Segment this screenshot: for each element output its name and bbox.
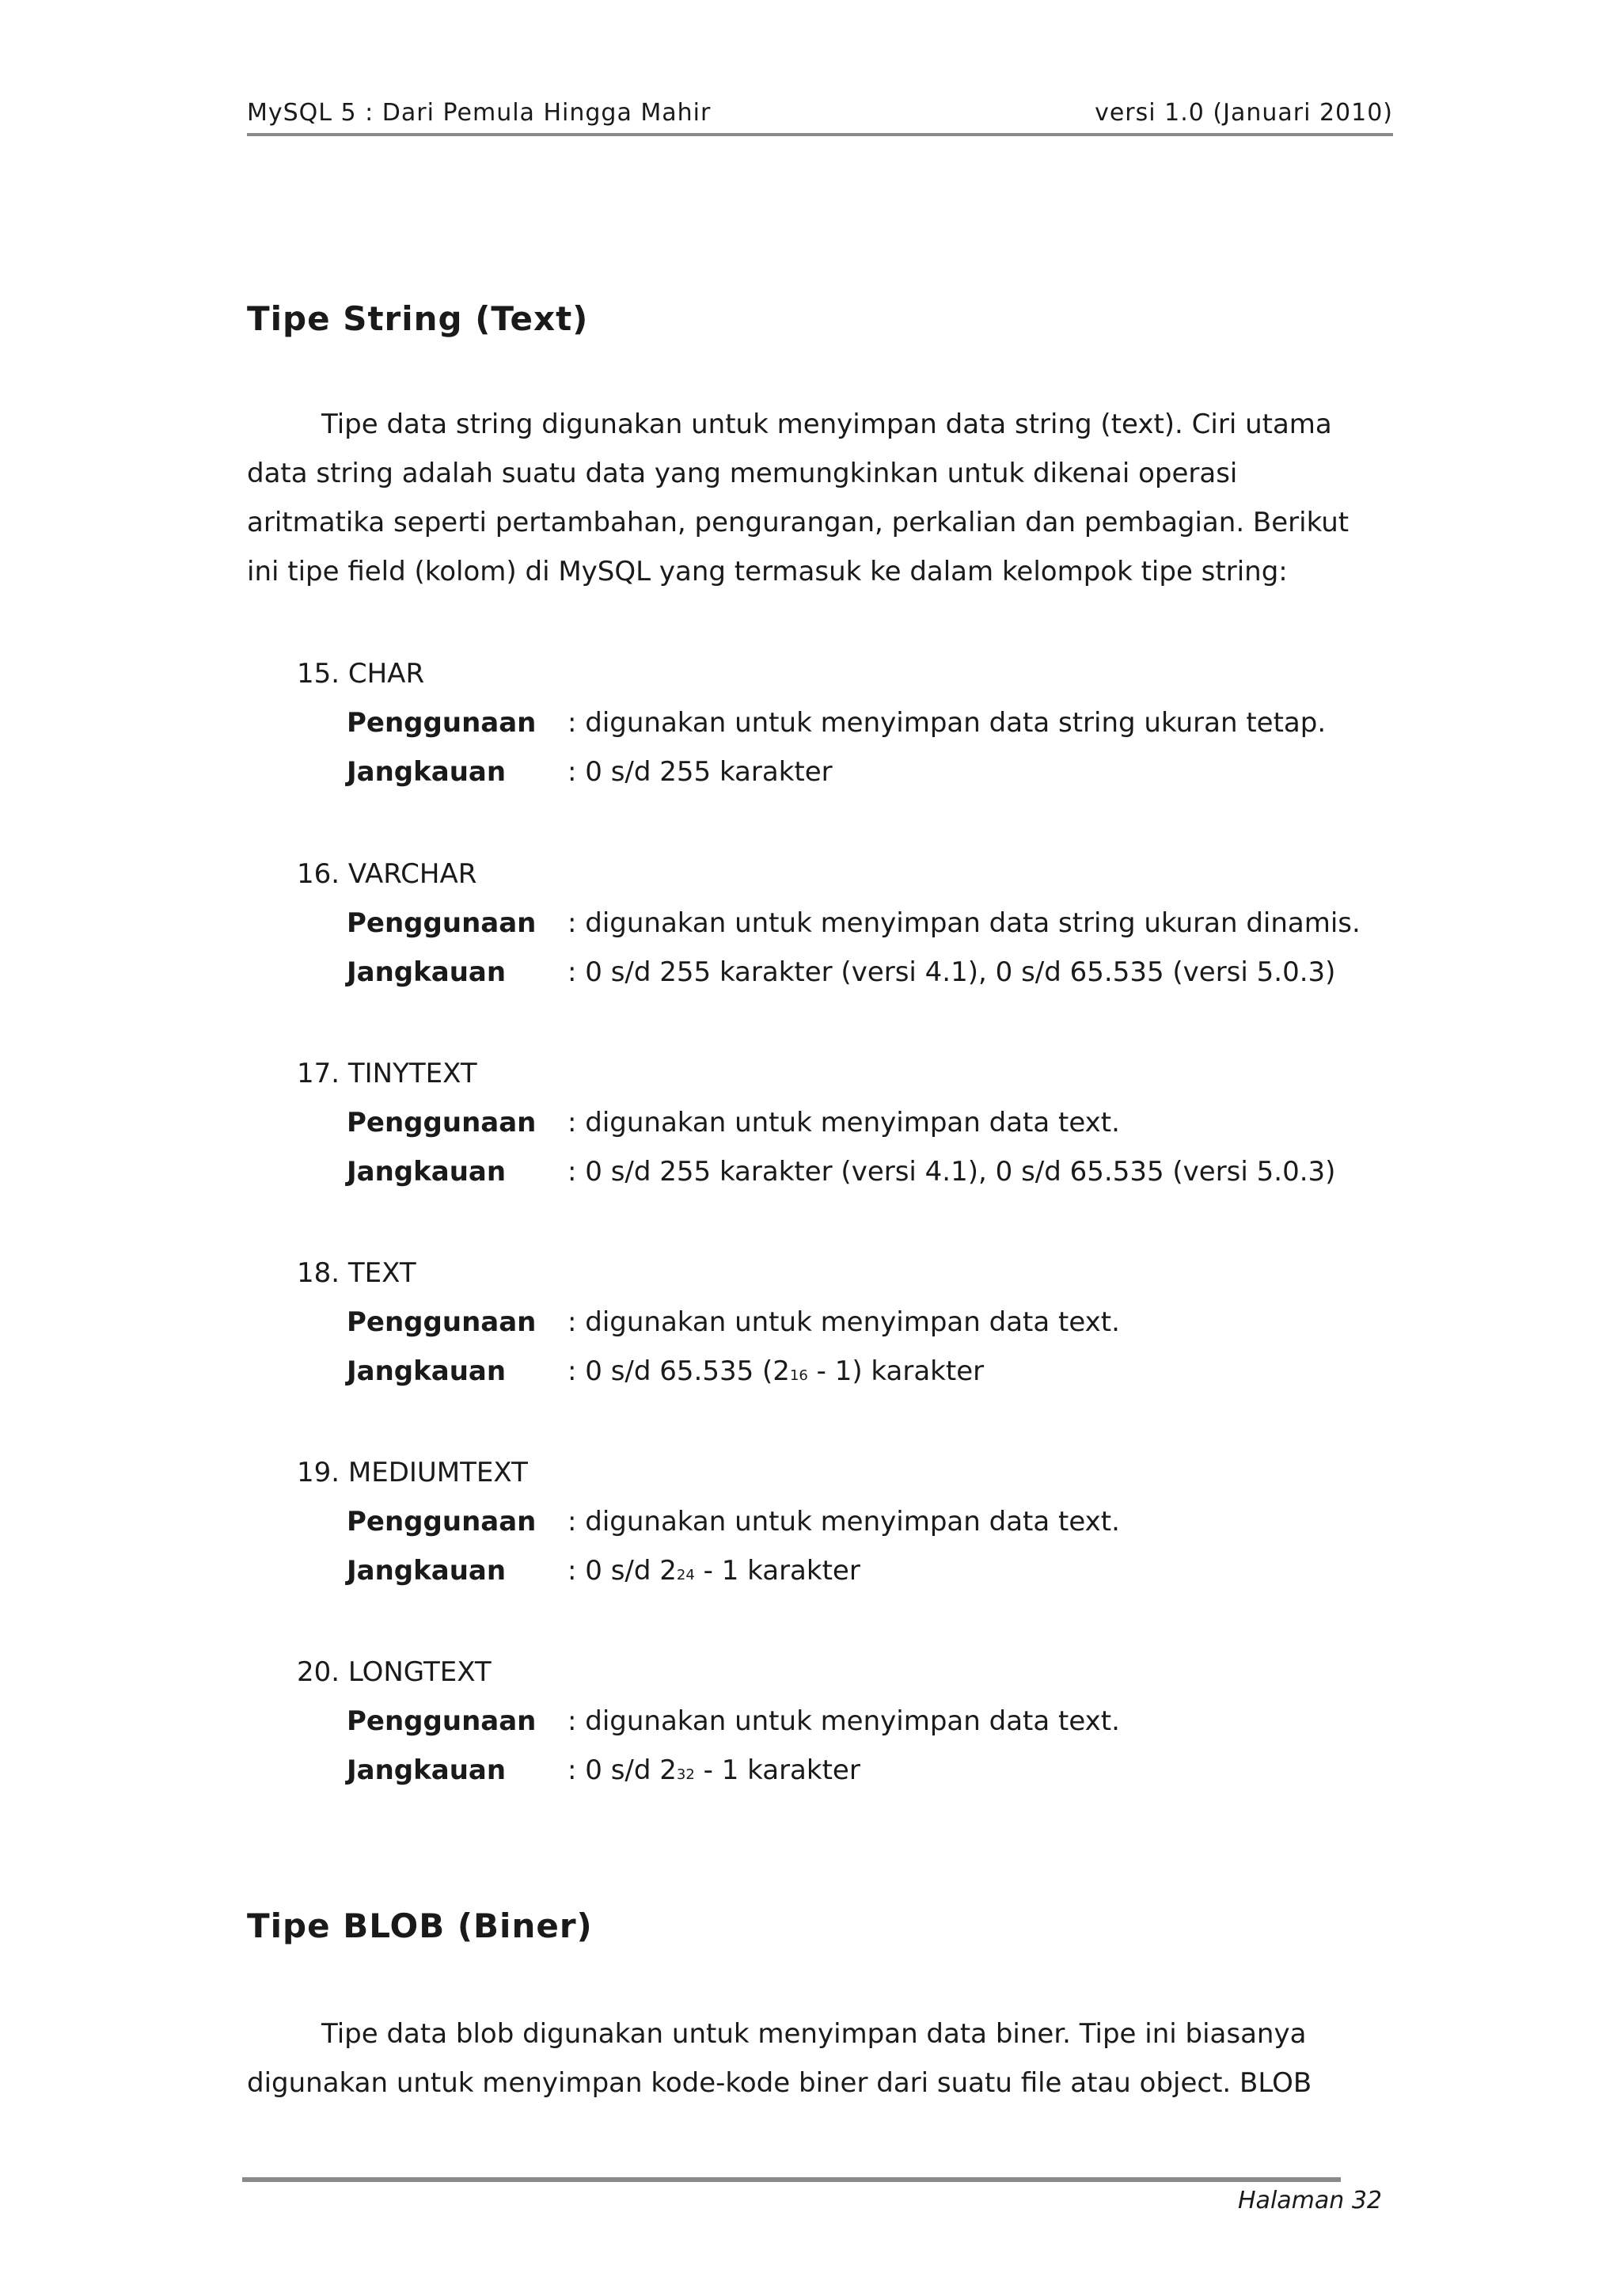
usage-value: : digunakan untuk menyimpan data string ukuran tetap.	[568, 707, 1327, 739]
item-title: 20. LONGTEXT	[297, 1656, 492, 1688]
range-value-start: : 0 s/d 255 karakter (versi 4.1), 0 s/d 65.535 (versi 5.0.3)	[568, 956, 1336, 988]
range-value-start: : 0 s/d 255 karakter (versi 4.1), 0 s/d 65.535 (versi 5.0.3)	[568, 1156, 1336, 1188]
usage-value: : digunakan untuk menyimpan data text.	[568, 1506, 1120, 1538]
range-value-start: : 0 s/d 2	[568, 1754, 677, 1786]
range-exponent: 24	[676, 1567, 695, 1583]
usage-row	[297, 1098, 1444, 1147]
header-version: versi 1.0 (Januari 2010)	[1095, 99, 1393, 127]
usage-row	[297, 1298, 1444, 1347]
usage-row	[297, 698, 1444, 747]
range-row	[297, 1147, 1444, 1196]
header-book-title: MySQL 5 : Dari Pemula Hingga Mahir	[247, 99, 712, 127]
range-value	[568, 1147, 1335, 1196]
string-type-item	[297, 1249, 1444, 1396]
item-title: 17. TINYTEXT	[297, 1058, 477, 1089]
section-heading-string: Tipe String (Text)	[247, 299, 589, 338]
usage-label: Penggunaan	[347, 1705, 537, 1737]
item-title: 19. MEDIUMTEXT	[297, 1457, 528, 1488]
range-row	[297, 747, 1444, 796]
range-exponent: 16	[789, 1367, 808, 1384]
range-value	[568, 948, 1335, 997]
usage-label: Penggunaan	[347, 707, 537, 739]
range-value	[568, 1746, 860, 1800]
usage-label: Penggunaan	[347, 1506, 537, 1538]
range-value-start: : 0 s/d 65.535 (2	[568, 1355, 790, 1387]
range-value-start: : 0 s/d 255 karakter	[568, 756, 833, 788]
usage-label: Penggunaan	[347, 1107, 537, 1138]
range-row	[297, 1347, 1444, 1396]
page-footer	[242, 2177, 1382, 2214]
usage-value: : digunakan untuk menyimpan data text.	[568, 1306, 1120, 1338]
string-type-item	[297, 1049, 1444, 1196]
usage-row	[297, 1697, 1444, 1746]
usage-row	[297, 899, 1444, 948]
range-label: Jangkauan	[347, 1754, 507, 1786]
usage-value: : digunakan untuk menyimpan data string ukuran dinamis.	[568, 907, 1361, 939]
usage-value: : digunakan untuk menyimpan data text.	[568, 1107, 1120, 1138]
string-type-item	[297, 1448, 1444, 1595]
item-title: 18. TEXT	[297, 1257, 416, 1289]
range-row	[297, 1546, 1444, 1595]
string-type-item	[297, 1648, 1444, 1795]
range-label: Jangkauan	[347, 1555, 507, 1587]
range-value-end: - 1 karakter	[694, 1555, 860, 1587]
range-label: Jangkauan	[347, 956, 507, 988]
page-header	[247, 93, 1393, 136]
range-value	[568, 1347, 984, 1401]
range-value-start: : 0 s/d 2	[568, 1555, 677, 1587]
range-row	[297, 948, 1444, 997]
range-exponent: 32	[676, 1766, 695, 1783]
range-value-end: - 1 karakter	[694, 1754, 860, 1786]
range-value	[568, 747, 833, 796]
range-label: Jangkauan	[347, 756, 507, 788]
item-title: 16. VARCHAR	[297, 858, 477, 890]
range-row	[297, 1746, 1444, 1795]
usage-label: Penggunaan	[347, 907, 537, 939]
section-paragraph-blob: Tipe data blob digunakan untuk menyimpan data biner. Tipe ini biasanya digunakan untuk menyimpan kode-kode biner dari suatu file atau object. BLOB	[247, 2018, 1312, 2099]
range-label: Jangkauan	[347, 1156, 507, 1188]
usage-row	[297, 1497, 1444, 1546]
range-label: Jangkauan	[347, 1355, 507, 1387]
string-type-item	[297, 649, 1444, 796]
item-title: 15. CHAR	[297, 658, 425, 690]
section-paragraph-string: Tipe data string digunakan untuk menyimpan data string (text). Ciri utama data string adalah suatu data yang memungkinkan untuk dikenai operasi aritmatika seperti pertambahan, pengurangan, perkalian dan pembagian. Berikut ini tipe field (kolom) di MySQL yang termasuk ke dalam kelompok tipe string:	[247, 409, 1350, 587]
range-value	[568, 1546, 860, 1600]
page-number: Halaman 32	[1238, 2187, 1382, 2214]
range-value-end: - 1) karakter	[807, 1355, 985, 1387]
usage-value: : digunakan untuk menyimpan data text.	[568, 1705, 1120, 1737]
usage-label: Penggunaan	[347, 1306, 537, 1338]
string-type-item	[297, 850, 1444, 997]
section-heading-blob: Tipe BLOB (Biner)	[247, 1906, 593, 1945]
